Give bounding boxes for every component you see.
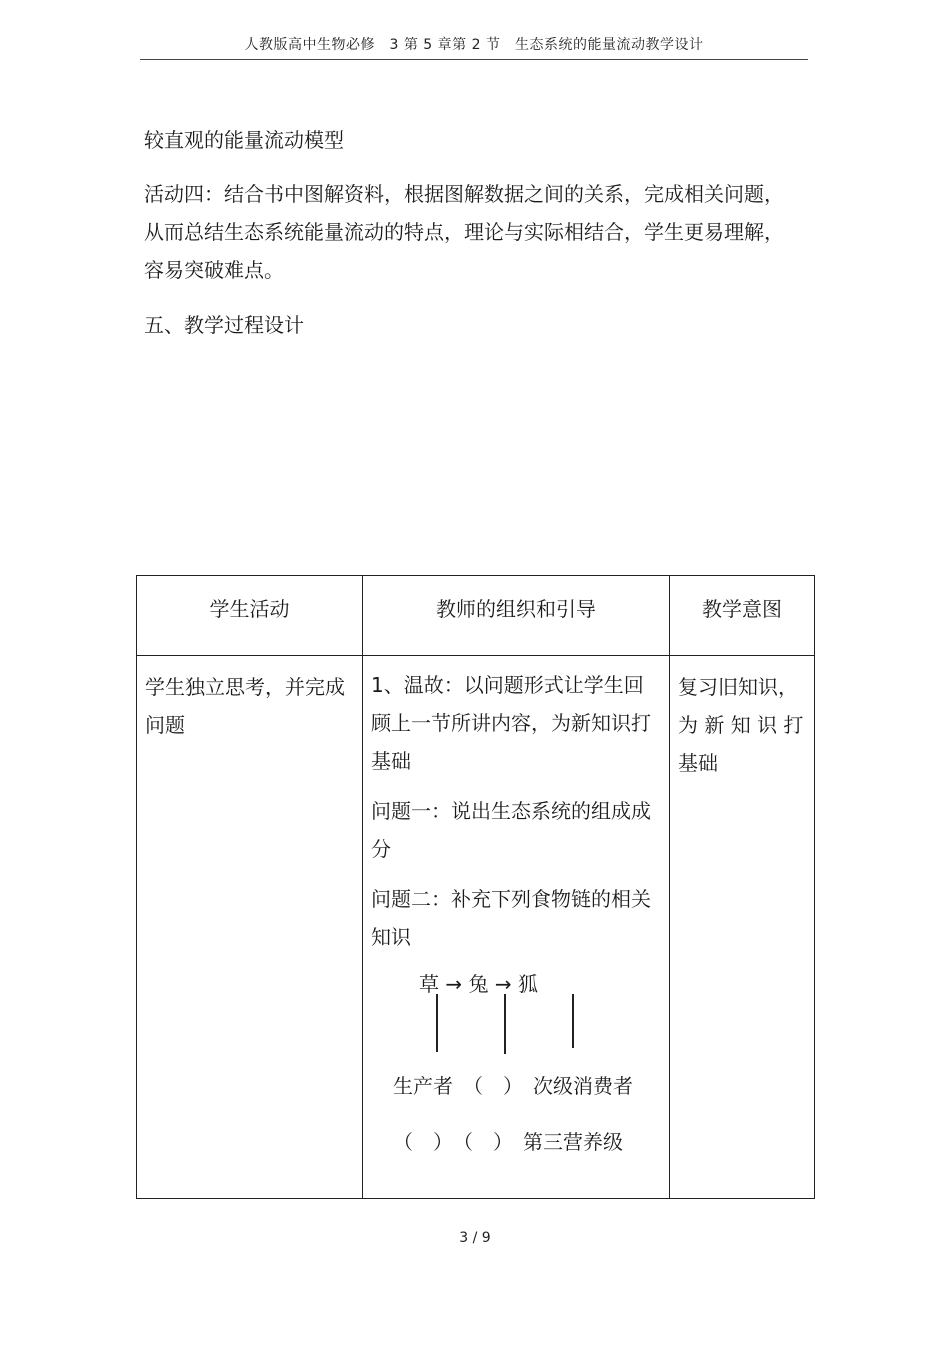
- table-header-row: [137, 576, 815, 656]
- teaching-intent-text: 复习旧知识，为 新 知 识 打基础: [678, 675, 804, 775]
- header-teacher-guidance: 教师的组织和引导: [363, 576, 670, 656]
- table-row: [137, 656, 815, 1199]
- header-rule: [140, 59, 808, 60]
- line-rabbit: [504, 994, 506, 1054]
- question-two: 问题二：补充下列食物链的相关知识: [371, 887, 651, 949]
- header-student-activity: 学生活动: [137, 576, 363, 656]
- header-teaching-intent: 教学意图: [670, 576, 815, 656]
- student-activity-text: 学生独立思考，并完成问题: [145, 675, 345, 737]
- roles-row-two: （ ） （ ） 第三营养级: [393, 1130, 623, 1154]
- page-header: 人教版高中生物必修 3 第 5 章第 2 节 生态系统的能量流动教学设计: [244, 37, 704, 53]
- paragraph-activity-four: 活动四：结合书中图解资料，根据图解数据之间的关系，完成相关问题，从而总结生态系统能量流动的特点，理论与实际相结合，学生更易理解，容易突破难点。: [144, 182, 784, 282]
- food-chain-diagram: [363, 968, 669, 1198]
- cell-student-activity: [137, 656, 363, 1199]
- food-chain: 草 → 兔 → 狐: [419, 972, 538, 996]
- question-one: 问题一：说出生态系统的组成成分: [371, 799, 651, 861]
- page-number: 3 / 9: [459, 1230, 491, 1246]
- review-text: 1、温故：以问题形式让学生回顾上一节所讲内容，为新知识打基础: [371, 673, 651, 773]
- roles-row-one: 生产者 （ ） 次级消费者: [393, 1074, 633, 1098]
- paragraph-model: 较直观的能量流动模型: [144, 128, 344, 152]
- section-heading: 五、教学过程设计: [144, 313, 304, 337]
- teaching-process-table: [136, 575, 815, 1199]
- line-fox: [572, 994, 574, 1048]
- cell-teaching-intent: [670, 656, 815, 1199]
- line-grass: [436, 994, 438, 1052]
- cell-teacher-guidance: [363, 656, 670, 1199]
